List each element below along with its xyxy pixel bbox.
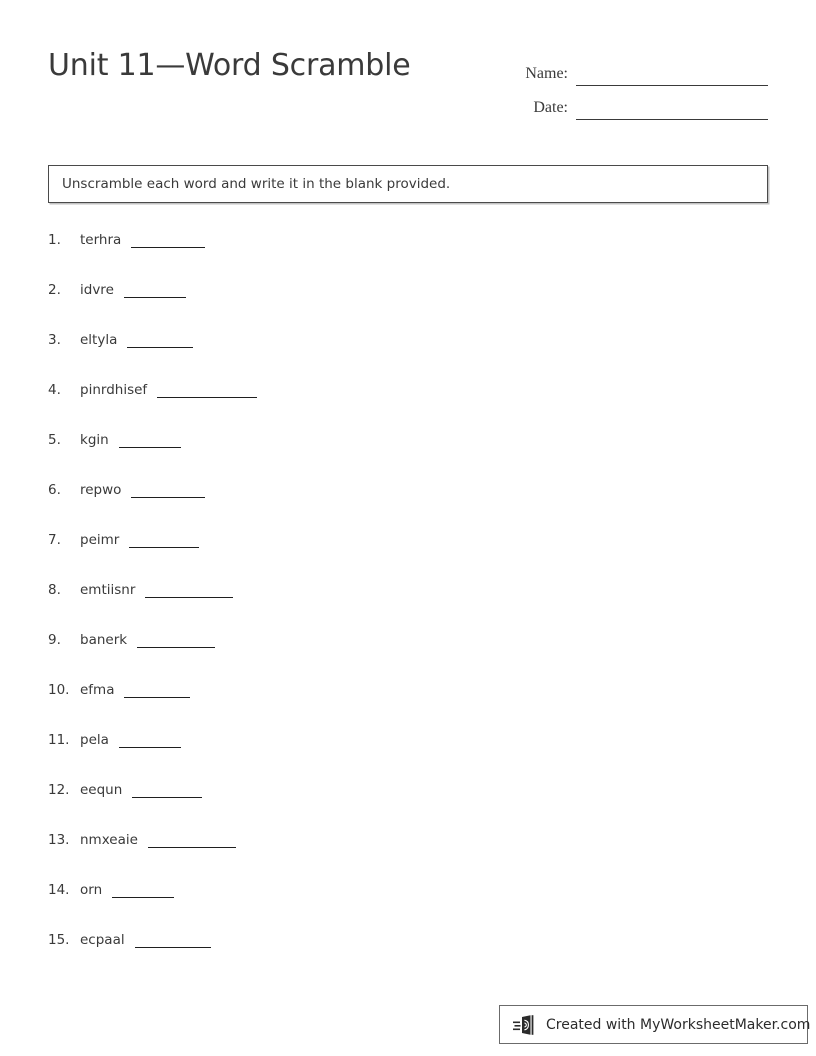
answer-blank[interactable] [137,647,215,648]
date-label: Date: [533,99,568,116]
answer-blank[interactable] [135,947,211,948]
worksheet-maker-logo-icon [512,1013,538,1037]
answer-blank[interactable] [148,847,236,848]
answer-blank[interactable] [127,347,193,348]
scramble-item [48,231,768,281]
scramble-item [48,381,768,431]
scramble-item [48,631,768,681]
scrambled-word: banerk [80,632,128,648]
worksheet-header [48,44,768,124]
scramble-item [48,931,768,981]
scramble-item-list [48,231,768,981]
item-number: 2. [48,282,61,298]
scramble-item [48,731,768,781]
answer-blank[interactable] [132,797,202,798]
attribution-badge[interactable] [499,1005,811,1044]
name-row [516,52,768,86]
scramble-item [48,531,768,581]
item-number: 8. [48,582,61,598]
date-write-in-line[interactable] [576,99,768,120]
item-number: 15. [48,932,70,948]
answer-blank[interactable] [131,247,205,248]
item-number: 5. [48,432,61,448]
answer-blank[interactable] [129,547,199,548]
scrambled-word: efma [80,682,115,698]
scramble-item [48,781,768,831]
item-number: 6. [48,482,61,498]
scrambled-word: peimr [80,532,120,548]
scrambled-word: ecpaal [80,932,125,948]
scramble-item [48,581,768,631]
answer-blank[interactable] [124,697,190,698]
item-number: 7. [48,532,61,548]
scrambled-word: repwo [80,482,122,498]
item-number: 13. [48,832,70,848]
item-number: 4. [48,382,61,398]
scramble-item [48,481,768,531]
scrambled-word: nmxeaie [80,832,138,848]
scramble-item [48,331,768,381]
scrambled-word: pela [80,732,109,748]
page-title: Unit 11—Word Scramble [48,48,411,83]
scramble-item [48,281,768,331]
item-number: 3. [48,332,61,348]
scramble-item [48,681,768,731]
item-number: 1. [48,232,61,248]
answer-blank[interactable] [119,447,181,448]
answer-blank[interactable] [112,897,174,898]
item-number: 12. [48,782,70,798]
instruction-text: Unscramble each word and write it in the blank provided. [62,176,451,192]
name-write-in-line[interactable] [576,65,768,86]
scrambled-word: terhra [80,232,122,248]
answer-blank[interactable] [124,297,186,298]
answer-blank[interactable] [131,497,205,498]
scramble-item [48,881,768,931]
item-number: 14. [48,882,70,898]
item-number: 11. [48,732,70,748]
scrambled-word: kgin [80,432,109,448]
name-date-block [516,52,768,120]
date-row [516,86,768,120]
scrambled-word: eequn [80,782,123,798]
scrambled-word: eltyla [80,332,118,348]
instruction-box [48,165,768,203]
answer-blank[interactable] [119,747,181,748]
attribution-text: Created with MyWorksheetMaker.com [546,1016,811,1033]
scrambled-word: emtiisnr [80,582,136,598]
answer-blank[interactable] [157,397,257,398]
scrambled-word: idvre [80,282,114,298]
scramble-item [48,431,768,481]
scrambled-word: orn [80,882,103,898]
item-number: 10. [48,682,70,698]
name-label: Name: [525,65,568,82]
scramble-item [48,831,768,881]
answer-blank[interactable] [145,597,233,598]
scrambled-word: pinrdhisef [80,382,148,398]
item-number: 9. [48,632,61,648]
